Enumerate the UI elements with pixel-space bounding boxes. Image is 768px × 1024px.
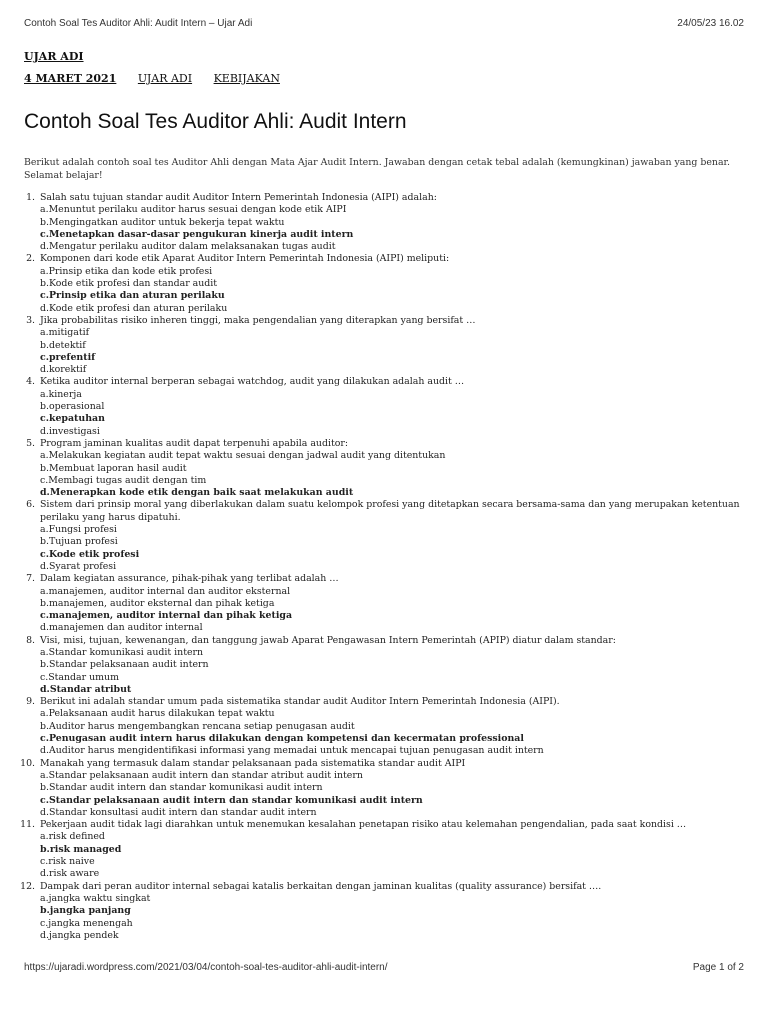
answer-option: b.Tujuan profesi bbox=[40, 536, 118, 548]
post-author-link[interactable]: UJAR ADI bbox=[137, 72, 193, 85]
answer-option: a.Standar pelaksanaan audit intern dan standar atribut audit intern bbox=[40, 769, 363, 781]
article-intro: Berikut adalah contoh soal tes Auditor Ahli dengan Mata Ajar Audit Intern. Jawaban dengan cetak tebal adalah (kemungkinan) jawaban yang benar. Selamat belajar! bbox=[24, 157, 730, 181]
answer-option: c.Kode etik profesi bbox=[40, 548, 140, 560]
post-date-link[interactable]: 4 MARET 2021 bbox=[24, 72, 117, 85]
question-text: 2. Komponen dari kode etik Aparat Auditor Intern Pemerintah Indonesia (AIPI) meliputi: bbox=[40, 253, 450, 265]
question-item bbox=[38, 253, 760, 314]
answer-option: c.Penugasan audit intern harus dilakukan dengan kompetensi dan kecermatan professional bbox=[40, 733, 524, 745]
answer-options bbox=[40, 266, 760, 315]
question-text: 12. Dampak dari peran auditor internal sebagai katalis berkaitan dengan jaminan kualitas (quality assurance) bersifat …. bbox=[40, 880, 602, 892]
answer-options bbox=[40, 586, 760, 635]
answer-option: d.Kode etik profesi dan aturan perilaku bbox=[40, 302, 228, 314]
answer-option: d.Auditor harus mengidentifikasi informasi yang memadai untuk mencapai tujuan penugasan audit intern bbox=[40, 745, 544, 757]
answer-option: d.manajemen dan auditor internal bbox=[40, 622, 203, 634]
question-text: 10. Manakah yang termasuk dalam standar pelaksanaan pada sistematika standar audit AIPI bbox=[40, 757, 466, 769]
answer-option: d.Standar atribut bbox=[40, 683, 132, 695]
answer-option: b.manajemen, auditor eksternal dan pihak ketiga bbox=[40, 597, 275, 609]
print-header-title: Contoh Soal Tes Auditor Ahli: Audit Intern – Ujar Adi bbox=[24, 18, 253, 29]
answer-option: d.risk aware bbox=[40, 868, 100, 880]
question-text: 5. Program jaminan kualitas audit dapat terpenuhi apabila auditor: bbox=[40, 437, 349, 449]
answer-option: b.Standar pelaksanaan audit intern bbox=[40, 659, 209, 671]
question-item bbox=[38, 438, 760, 499]
question-item bbox=[38, 315, 760, 376]
answer-option: c.Standar pelaksanaan audit intern dan standar komunikasi audit intern bbox=[40, 794, 423, 806]
answer-option: b.Auditor harus mengembangkan rencana setiap penugasan audit bbox=[40, 720, 355, 732]
answer-option: a.mitigatif bbox=[40, 327, 90, 339]
answer-options bbox=[40, 524, 760, 573]
answer-option: c.risk naive bbox=[40, 856, 95, 868]
question-item bbox=[38, 881, 760, 942]
answer-option: c.manajemen, auditor internal dan pihak ketiga bbox=[40, 610, 293, 622]
answer-option: a.kinerja bbox=[40, 388, 82, 400]
question-text: 11. Pekerjaan audit tidak lagi diarahkan untuk menemukan kesalahan penetapan risiko atau kelemahan pengendalian, pada saat kondisi … bbox=[40, 819, 687, 831]
question-text: 7. Dalam kegiatan assurance, pihak-pihak yang terlibat adalah … bbox=[40, 573, 339, 585]
answer-option: c.Prinsip etika dan aturan perilaku bbox=[40, 290, 225, 302]
question-text: 3. Jika probabilitas risiko inheren tinggi, maka pengendalian yang diterapkan yang bersifat … bbox=[40, 314, 476, 326]
answer-option: a.risk defined bbox=[40, 831, 105, 843]
print-footer-url: https://ujaradi.wordpress.com/2021/03/04/contoh-soal-tes-auditor-ahli-audit-intern/ bbox=[24, 962, 388, 973]
answer-option: d.Standar konsultasi audit intern dan standar audit intern bbox=[40, 806, 317, 818]
answer-option: d.investigasi bbox=[40, 425, 100, 437]
question-item bbox=[38, 758, 760, 819]
question-item bbox=[38, 499, 760, 573]
question-text: 9. Berikut ini adalah standar umum pada sistematika standar audit Auditor Intern Pemerintah Indonesia (AIPI). bbox=[40, 696, 560, 708]
answer-options bbox=[40, 708, 760, 757]
answer-option: a.Pelaksanaan audit harus dilakukan tepat waktu bbox=[40, 708, 275, 720]
answer-options bbox=[40, 204, 760, 253]
question-item bbox=[38, 573, 760, 634]
answer-option: a.jangka waktu singkat bbox=[40, 892, 151, 904]
answer-options bbox=[40, 893, 760, 942]
answer-option: d.Syarat profesi bbox=[40, 560, 117, 572]
answer-options bbox=[40, 450, 760, 499]
answer-option: b.Membuat laporan hasil audit bbox=[40, 462, 187, 474]
answer-options bbox=[40, 831, 760, 880]
answer-option: b.detektif bbox=[40, 339, 86, 351]
answer-option: a.Menuntut perilaku auditor harus sesuai dengan kode etik AIPI bbox=[40, 204, 347, 216]
answer-option: c.kepatuhan bbox=[40, 413, 105, 425]
post-meta bbox=[24, 72, 298, 85]
answer-option: a.Fungsi profesi bbox=[40, 524, 117, 536]
answer-option: c.Standar umum bbox=[40, 671, 119, 683]
answer-option: d.Mengatur perilaku auditor dalam melaksanakan tugas audit bbox=[40, 241, 336, 253]
answer-option: b.risk managed bbox=[40, 843, 122, 855]
question-text: 4. Ketika auditor internal berperan sebagai watchdog, audit yang dilakukan adalah audit … bbox=[40, 376, 465, 388]
post-category-link[interactable]: KEBIJAKAN bbox=[213, 72, 280, 85]
site-name-link[interactable]: UJAR ADI bbox=[24, 50, 84, 63]
answer-option: d.jangka pendek bbox=[40, 929, 119, 941]
question-item bbox=[38, 192, 760, 253]
article-title: Contoh Soal Tes Auditor Ahli: Audit Intern bbox=[24, 110, 407, 133]
answer-option: a.Prinsip etika dan kode etik profesi bbox=[40, 265, 213, 277]
answer-option: d.Menerapkan kode etik dengan baik saat melakukan audit bbox=[40, 487, 354, 499]
answer-option: a.Melakukan kegiatan audit tepat waktu sesuai dengan jadwal audit yang ditentukan bbox=[40, 450, 446, 462]
answer-option: c.prefentif bbox=[40, 351, 96, 363]
answer-option: b.Mengingatkan auditor untuk bekerja tepat waktu bbox=[40, 216, 285, 228]
answer-options bbox=[40, 647, 760, 696]
answer-option: b.jangka panjang bbox=[40, 905, 131, 917]
answer-options bbox=[40, 327, 760, 376]
answer-option: b.operasional bbox=[40, 401, 105, 413]
answer-option: a.manajemen, auditor internal dan auditor eksternal bbox=[40, 585, 291, 597]
question-item bbox=[38, 696, 760, 757]
answer-options bbox=[40, 389, 760, 438]
answer-option: b.Standar audit intern dan standar komunikasi audit intern bbox=[40, 782, 323, 794]
question-text: 8. Visi, misi, tujuan, kewenangan, dan tanggung jawab Aparat Pengawasan Intern Pemerintah (APIP) diatur dalam standar: bbox=[40, 634, 616, 646]
question-item bbox=[38, 635, 760, 696]
answer-option: c.jangka menengah bbox=[40, 917, 133, 929]
answer-option: b.Kode etik profesi dan standar audit bbox=[40, 278, 218, 290]
print-footer-page: Page 1 of 2 bbox=[692, 962, 744, 973]
print-header-datetime: 24/05/23 16.02 bbox=[677, 18, 744, 29]
answer-options bbox=[40, 770, 760, 819]
question-text: 6. Sistem dari prinsip moral yang diberlakukan dalam suatu kelompok profesi yang ditetapkan secara bersama-sama dan yang merupakan ketentuan perilaku yang harus dipatuhi. bbox=[40, 499, 740, 523]
answer-option: c.Menetapkan dasar-dasar pengukuran kinerja audit intern bbox=[40, 228, 354, 240]
question-list bbox=[24, 192, 760, 942]
answer-option: d.korektif bbox=[40, 364, 87, 376]
answer-option: c.Membagi tugas audit dengan tim bbox=[40, 474, 207, 486]
print-header bbox=[24, 18, 744, 29]
question-item bbox=[38, 376, 760, 437]
question-text: 1. Salah satu tujuan standar audit Auditor Intern Pemerintah Indonesia (AIPI) adalah: bbox=[40, 192, 437, 203]
print-footer bbox=[24, 962, 744, 973]
answer-option: a.Standar komunikasi audit intern bbox=[40, 646, 204, 658]
question-item bbox=[38, 819, 760, 880]
